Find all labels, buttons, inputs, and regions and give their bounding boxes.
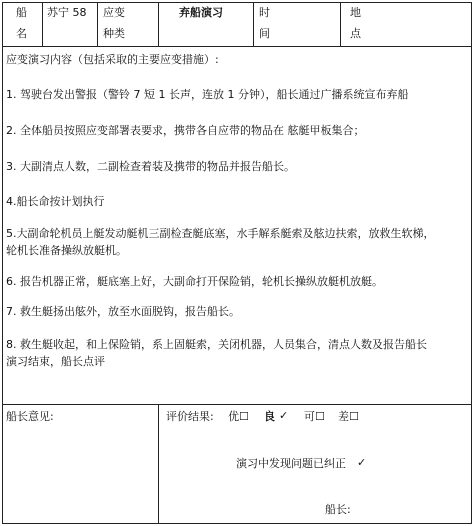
grade-excellent-checkbox[interactable]: 优☐ (228, 410, 249, 423)
drill-step (6, 225, 435, 259)
content-bottom-rule (2, 404, 472, 405)
drill-step (6, 193, 105, 210)
drill-step (6, 336, 427, 370)
footer-divider (158, 404, 159, 524)
grade-poor-checkbox[interactable]: 差☐ (338, 410, 359, 423)
ship-name-label: 船 (16, 6, 27, 19)
drill-step (6, 122, 365, 139)
drill-type-value: 弃船演习 (179, 6, 223, 19)
drill-step (6, 86, 408, 103)
issue-corrected-note: 演习中发现问题已纠正 (236, 457, 346, 470)
drill-step-text: 轮机长准备操纵放艇机。 (6, 244, 127, 257)
header-divider (158, 2, 159, 46)
drill-step-text: 7. 救生艇扬出舷外，放至水面脱钩，报告船长。 (6, 305, 240, 318)
header-divider (97, 2, 98, 46)
header-divider (253, 2, 254, 46)
drill-step (6, 273, 383, 290)
issue-check-icon: ✓ (357, 456, 367, 469)
captain-signature-label: 船长: (325, 503, 351, 516)
drill-step-text: 8. 救生艇收起，和上保险销，系上固艇索，关闭机器，人员集合，清点人数及报告船长 (6, 338, 427, 351)
grade-good-label: 良 (264, 410, 275, 423)
ship-name-value: 苏宁 58 (47, 6, 87, 19)
ship-name-label: 名 (16, 27, 27, 40)
drill-step-text: 3. 大副清点人数，二副检查着装及携带的物品并报告船长。 (6, 160, 295, 173)
captain-opinion-label: 船长意见: (6, 410, 54, 423)
drill-step-text: 1. 驾驶台发出警报（警铃 7 短 1 长声，连放 1 分钟），船长通过广播系统宣布弃船 (6, 88, 409, 101)
drill-step-text: 4.船长命按计划执行 (6, 195, 105, 208)
header-divider (340, 2, 341, 46)
grade-good-check-icon[interactable]: ✓ (279, 409, 289, 422)
header-bottom-rule (2, 46, 472, 47)
drill-record-form (2, 2, 472, 524)
header-divider (42, 2, 43, 46)
place-label: 地 (350, 6, 361, 19)
content-title: 应变演习内容（包括采取的主要应变措施）: (6, 53, 219, 66)
grade-fair-checkbox[interactable]: 可☐ (304, 410, 325, 423)
drill-step-text: 5.大副命轮机员上艇发动艇机三副检查艇底塞，水手解系艇索及舷边扶索，放救生软梯， (6, 227, 435, 240)
time-label: 时 (259, 6, 270, 19)
drill-type-label: 应变 (103, 6, 125, 19)
drill-step (6, 158, 295, 175)
drill-step-text: 演习结束，船长点评 (6, 355, 105, 368)
place-label: 点 (350, 27, 361, 40)
time-label: 间 (259, 27, 270, 40)
drill-type-label: 种类 (103, 27, 125, 40)
drill-step-text: 6. 报告机器正常，艇底塞上好，大副命打开保险销，轮机长操纵放艇机放艇。 (6, 275, 383, 288)
evaluation-label: 评价结果: (166, 410, 214, 423)
drill-step-text: 2. 全体船员按照应变部署表要求，携带各自应带的物品在 舷艇甲板集合； (6, 124, 365, 137)
drill-step (6, 303, 240, 320)
